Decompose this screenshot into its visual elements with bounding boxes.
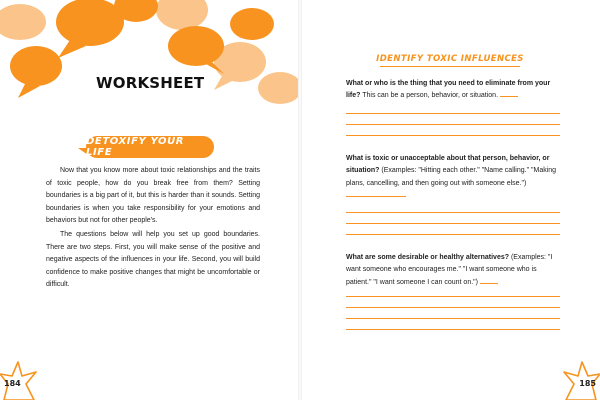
question-1 xyxy=(346,78,560,103)
question-3 xyxy=(346,252,560,289)
page-number: 185 xyxy=(579,379,596,388)
answer-line[interactable] xyxy=(346,307,560,308)
paragraph: Now that you know more about toxic relationships and the traits of toxic people, how do you break free from them? Setting boundaries is a big part of it, but this is harder than it sounds. Setting boundaries is when you take responsibility for your emotions and behaviors but not for other people's. xyxy=(46,167,260,225)
answer-line[interactable] xyxy=(500,90,518,97)
right-page xyxy=(300,0,600,400)
answer-line[interactable] xyxy=(346,223,560,224)
answer-line[interactable] xyxy=(480,277,498,284)
section-heading: IDENTIFY TOXIC INFLUENCES xyxy=(376,54,524,64)
answer-line[interactable] xyxy=(346,135,560,136)
answer-line[interactable] xyxy=(346,124,560,125)
question-text: What or who is the thing that you need to eliminate from your life? xyxy=(346,80,551,100)
body-text xyxy=(46,165,260,293)
heading-underline xyxy=(380,66,520,67)
answer-line[interactable] xyxy=(346,318,560,319)
question-hint: (Examples: "Hitting each other." "Name calling." "Making plans, cancelling, and then going out with someone else.") xyxy=(346,167,557,187)
worksheet-title: WORKSHEET xyxy=(96,74,205,92)
answer-line[interactable] xyxy=(346,234,560,235)
section-label: DETOXIFY YOUR LIFE xyxy=(86,136,214,158)
answer-line[interactable] xyxy=(346,190,406,197)
answer-line[interactable] xyxy=(346,212,560,213)
question-hint: (Examples: "I want someone who encourages me." "I want someone who is patient." "I want someone I can count on.") xyxy=(346,254,553,286)
page-number: 184 xyxy=(4,379,21,388)
answer-lines-1[interactable] xyxy=(346,113,560,146)
answer-line[interactable] xyxy=(346,113,560,114)
speech-bubbles-decoration xyxy=(0,0,300,120)
question-text: What are some desirable or healthy alternatives? xyxy=(346,254,510,261)
question-2 xyxy=(346,153,560,203)
paragraph: The questions below will help you set up good boundaries. There are two steps. First, you will make sense of the positive and negative aspects of the influences in your life. Second, you will build confidence to make positive changes that might be uncomfortable or difficult. xyxy=(46,230,260,289)
answer-line[interactable] xyxy=(346,329,560,330)
question-text: What is toxic or unacceptable about that person, behavior, or situation? xyxy=(346,155,550,175)
answer-line[interactable] xyxy=(346,296,560,297)
answer-lines-2[interactable] xyxy=(346,212,560,245)
answer-lines-3[interactable] xyxy=(346,296,560,340)
question-hint: This can be a person, behavior, or situation. xyxy=(362,92,499,100)
